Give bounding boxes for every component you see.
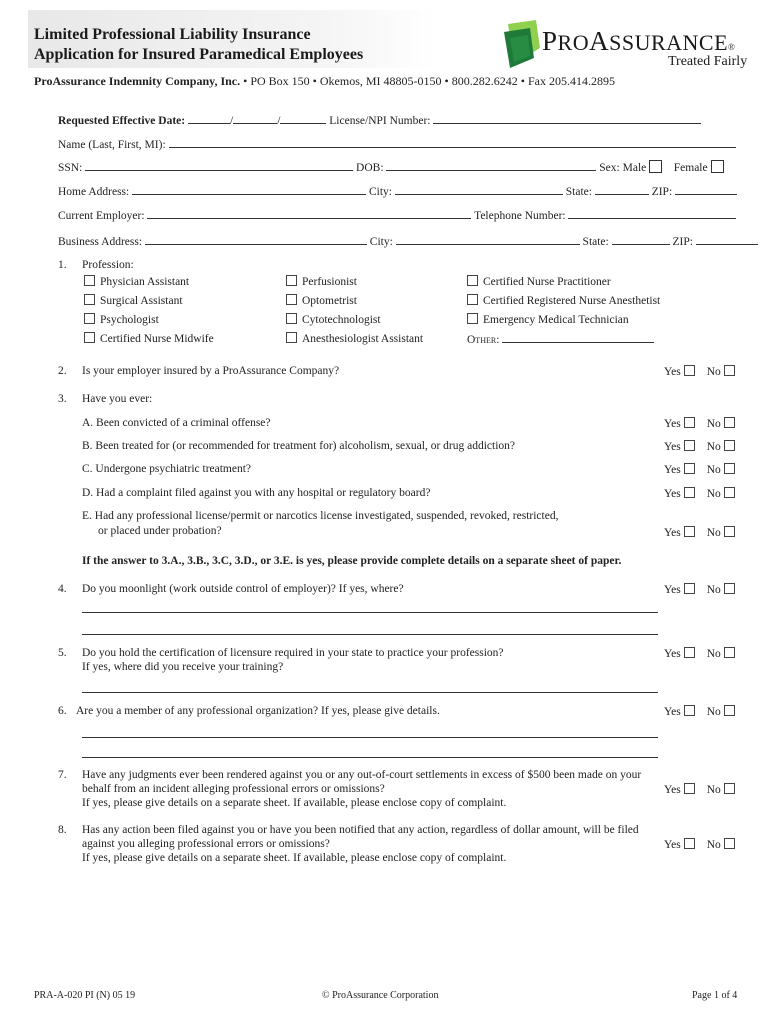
profession-checkbox[interactable] — [467, 294, 478, 305]
effective-date-day-field[interactable] — [233, 113, 277, 124]
name-field[interactable] — [169, 137, 736, 148]
ssn-label: SSN: — [58, 162, 83, 174]
q3-number: 3. — [58, 393, 67, 405]
employer-row — [58, 208, 736, 222]
q5-answer-line[interactable] — [82, 692, 658, 693]
profession-checkbox[interactable] — [84, 313, 95, 324]
profession-option[interactable]: Certified Nurse Practitioner — [467, 275, 611, 288]
form-title-line1: Limited Professional Liability Insurance — [34, 26, 311, 43]
name-label: Name (Last, First, MI): — [58, 139, 166, 151]
profession-checkbox[interactable] — [467, 313, 478, 324]
q2-yes-no: Yes No — [664, 365, 735, 378]
q3e-yes-no: Yes No — [664, 526, 735, 539]
q3b-yes-checkbox[interactable] — [684, 440, 695, 451]
form-title-line2: Application for Insured Paramedical Employees — [34, 46, 364, 63]
home-state-field[interactable] — [595, 184, 649, 195]
q5-text-line1: Do you hold the certification of licensure required in your state to practice your profession? — [82, 647, 504, 659]
profession-option[interactable]: Perfusionist — [286, 275, 357, 288]
q2-yes-checkbox[interactable] — [684, 365, 695, 376]
business-state-field[interactable] — [612, 234, 670, 245]
form-code: PRA-A-020 PI (N) 05 19 — [34, 990, 136, 1001]
profession-option[interactable]: Certified Nurse Midwife — [84, 332, 214, 345]
q6-yes-checkbox[interactable] — [684, 705, 695, 716]
business-city-field[interactable] — [396, 234, 580, 245]
company-info — [34, 74, 615, 89]
q3d-text: D. Had a complaint filed against you with any hospital or regulatory board? — [82, 487, 431, 499]
q4-number: 4. — [58, 583, 67, 595]
profession-checkbox[interactable] — [84, 332, 95, 343]
q6-text: Are you a member of any professional organization? If yes, please give details. — [76, 705, 440, 717]
q3c-no-checkbox[interactable] — [724, 463, 735, 474]
employer-field[interactable] — [147, 208, 471, 219]
copyright: © ProAssurance Corporation — [322, 990, 439, 1001]
q3b-text: B. Been treated for (or recommended for treatment for) alcoholism, sexual, or drug addiction? — [82, 440, 516, 452]
q7-text-line2: behalf from an incident alleging professional errors or omissions? — [82, 783, 385, 795]
q8-text-line2: against you alleging professional errors or omissions? — [82, 838, 330, 850]
business-zip-field[interactable] — [696, 234, 758, 245]
proassurance-logo-icon — [500, 18, 544, 68]
q3-text: Have you ever: — [82, 393, 153, 405]
male-label: Male — [622, 162, 647, 174]
q3e-yes-checkbox[interactable] — [684, 526, 695, 537]
ssn-row — [58, 160, 724, 174]
q8-text-line1: Has any action been filed against you or have you been notified that any action, regardless of dollar amount, will be filed — [82, 824, 639, 836]
profession-option[interactable]: Emergency Medical Technician — [467, 313, 629, 326]
home-address-label: Home Address: — [58, 186, 130, 198]
q3c-text: C. Undergone psychiatric treatment? — [82, 463, 252, 475]
business-address-field[interactable] — [145, 234, 367, 245]
company-contact: • PO Box 150 • Okemos, MI 48805-0150 • 800.282.6242 • Fax 205.414.2895 — [240, 74, 615, 88]
license-npi-label: License/NPI Number: — [329, 115, 431, 127]
q6-no-checkbox[interactable] — [724, 705, 735, 716]
q5-yes-checkbox[interactable] — [684, 647, 695, 658]
company-name: ProAssurance Indemnity Company, Inc. — [34, 74, 241, 88]
q3e-text-line2: or placed under probation? — [98, 525, 222, 537]
profession-option[interactable]: Surgical Assistant — [84, 294, 183, 307]
home-address-row — [58, 184, 737, 198]
q3c-yes-checkbox[interactable] — [684, 463, 695, 474]
q1-text: Profession: — [82, 259, 134, 271]
q5-no-checkbox[interactable] — [724, 647, 735, 658]
q3e-text-line1: E. Had any professional license/permit or narcotics license investigated, suspended, revoked, restricted, — [82, 510, 559, 522]
page-number: Page 1 of 4 — [692, 990, 738, 1001]
female-checkbox[interactable] — [711, 160, 724, 173]
q2-text: Is your employer insured by a ProAssurance Company? — [82, 365, 340, 377]
other-profession — [467, 332, 654, 346]
profession-checkbox[interactable] — [286, 332, 297, 343]
logo-tagline: Treated Fairly — [668, 54, 748, 69]
q8-no-checkbox[interactable] — [724, 838, 735, 849]
home-address-field[interactable] — [132, 184, 366, 195]
business-address-label: Business Address: — [58, 236, 143, 248]
name-row — [58, 137, 736, 151]
sex-label: Sex: — [599, 162, 620, 174]
q7-text-line3: If yes, please give details on a separate sheet. If available, please enclose copy of complaint. — [82, 797, 507, 809]
q6-number: 6. — [58, 705, 67, 717]
profession-option[interactable]: Psychologist — [84, 313, 159, 326]
q3a-no-checkbox[interactable] — [724, 417, 735, 428]
q7-no-checkbox[interactable] — [724, 783, 735, 794]
q3a-yes-no: Yes No — [664, 417, 735, 430]
q5-yes-no: Yes No — [664, 647, 735, 660]
telephone-label: Telephone Number: — [474, 210, 566, 222]
q2-no-checkbox[interactable] — [724, 365, 735, 376]
date-separator: / — [229, 115, 234, 127]
ssn-field[interactable] — [85, 160, 353, 171]
business-state-label: State: — [582, 236, 609, 248]
profession-option[interactable]: Certified Registered Nurse Anesthetist — [467, 294, 660, 307]
telephone-field[interactable] — [568, 208, 736, 219]
dob-label: DOB: — [356, 162, 384, 174]
q4-yes-no: Yes No — [664, 583, 735, 596]
q3d-yes-checkbox[interactable] — [684, 487, 695, 498]
business-city-label: City: — [369, 236, 393, 248]
q4-yes-checkbox[interactable] — [684, 583, 695, 594]
profession-option[interactable]: Physician Assistant — [84, 275, 189, 288]
profession-option[interactable]: Anesthesiologist Assistant — [286, 332, 423, 345]
profession-option[interactable]: Cytotechnologist — [286, 313, 381, 326]
other-profession-field[interactable] — [502, 332, 654, 343]
logo-wordmark: PROASSURANCE® — [542, 26, 736, 56]
date-separator: / — [277, 115, 281, 127]
q4-answer-line[interactable] — [82, 634, 658, 635]
male-checkbox[interactable] — [649, 160, 662, 173]
home-city-label: City: — [368, 186, 392, 198]
q3-note: If the answer to 3.A., 3.B., 3.C, 3.D., or 3.E. is yes, please provide complete details on a separate sheet of paper. — [82, 555, 622, 567]
q5-text-line2: If yes, where did you receive your training? — [82, 661, 284, 673]
profession-checkbox[interactable] — [286, 294, 297, 305]
q7-yes-checkbox[interactable] — [684, 783, 695, 794]
home-state-label: State: — [565, 186, 592, 198]
q8-yes-checkbox[interactable] — [684, 838, 695, 849]
q3a-yes-checkbox[interactable] — [684, 417, 695, 428]
license-npi-field[interactable] — [433, 113, 701, 124]
q7-text-line1: Have any judgments ever been rendered against you or any out-of-court settlements in excess of $500 been made on your — [82, 769, 642, 781]
employer-label: Current Employer: — [58, 210, 145, 222]
profession-checkbox[interactable] — [467, 275, 478, 286]
q1-number: 1. — [58, 259, 67, 271]
effective-date-year-field[interactable] — [280, 113, 326, 124]
home-zip-field[interactable] — [675, 184, 737, 195]
q2-number: 2. — [58, 365, 67, 377]
q4-answer-line[interactable] — [82, 612, 658, 613]
q5-number: 5. — [58, 647, 67, 659]
business-zip-label: ZIP: — [672, 236, 693, 248]
q4-text: Do you moonlight (work outside control of employer)? If yes, where? — [82, 583, 404, 595]
effective-date-month-field[interactable] — [188, 113, 230, 124]
q4-no-checkbox[interactable] — [724, 583, 735, 594]
profession-option[interactable]: Optometrist — [286, 294, 357, 307]
profession-checkbox[interactable] — [286, 313, 297, 324]
female-label: Female — [673, 162, 708, 174]
q3e-no-checkbox[interactable] — [724, 526, 735, 537]
home-zip-label: ZIP: — [651, 186, 673, 198]
q3b-yes-no: Yes No — [664, 440, 735, 453]
q3b-no-checkbox[interactable] — [724, 440, 735, 451]
q3c-yes-no: Yes No — [664, 463, 735, 476]
q8-yes-no: Yes No — [664, 838, 735, 851]
q8-number: 8. — [58, 824, 67, 836]
profession-checkbox[interactable] — [286, 275, 297, 286]
other-label: Other: — [467, 334, 500, 346]
dob-field[interactable] — [386, 160, 596, 171]
q7-number: 7. — [58, 769, 67, 781]
q3a-text: A. Been convicted of a criminal offense? — [82, 417, 271, 429]
business-address-row — [58, 234, 758, 248]
q6-answer-line[interactable] — [82, 757, 658, 758]
profession-checkbox[interactable] — [84, 294, 95, 305]
q8-text-line3: If yes, please give details on a separate sheet. If available, please enclose copy of complaint. — [82, 852, 507, 864]
q3d-no-checkbox[interactable] — [724, 487, 735, 498]
profession-checkbox[interactable] — [84, 275, 95, 286]
effective-date-row — [58, 113, 701, 127]
q6-yes-no: Yes No — [664, 705, 735, 718]
q3d-yes-no: Yes No — [664, 487, 735, 500]
q6-answer-line[interactable] — [82, 737, 658, 738]
q7-yes-no: Yes No — [664, 783, 735, 796]
effective-date-label: Requested Effective Date: — [58, 115, 186, 127]
home-city-field[interactable] — [395, 184, 563, 195]
